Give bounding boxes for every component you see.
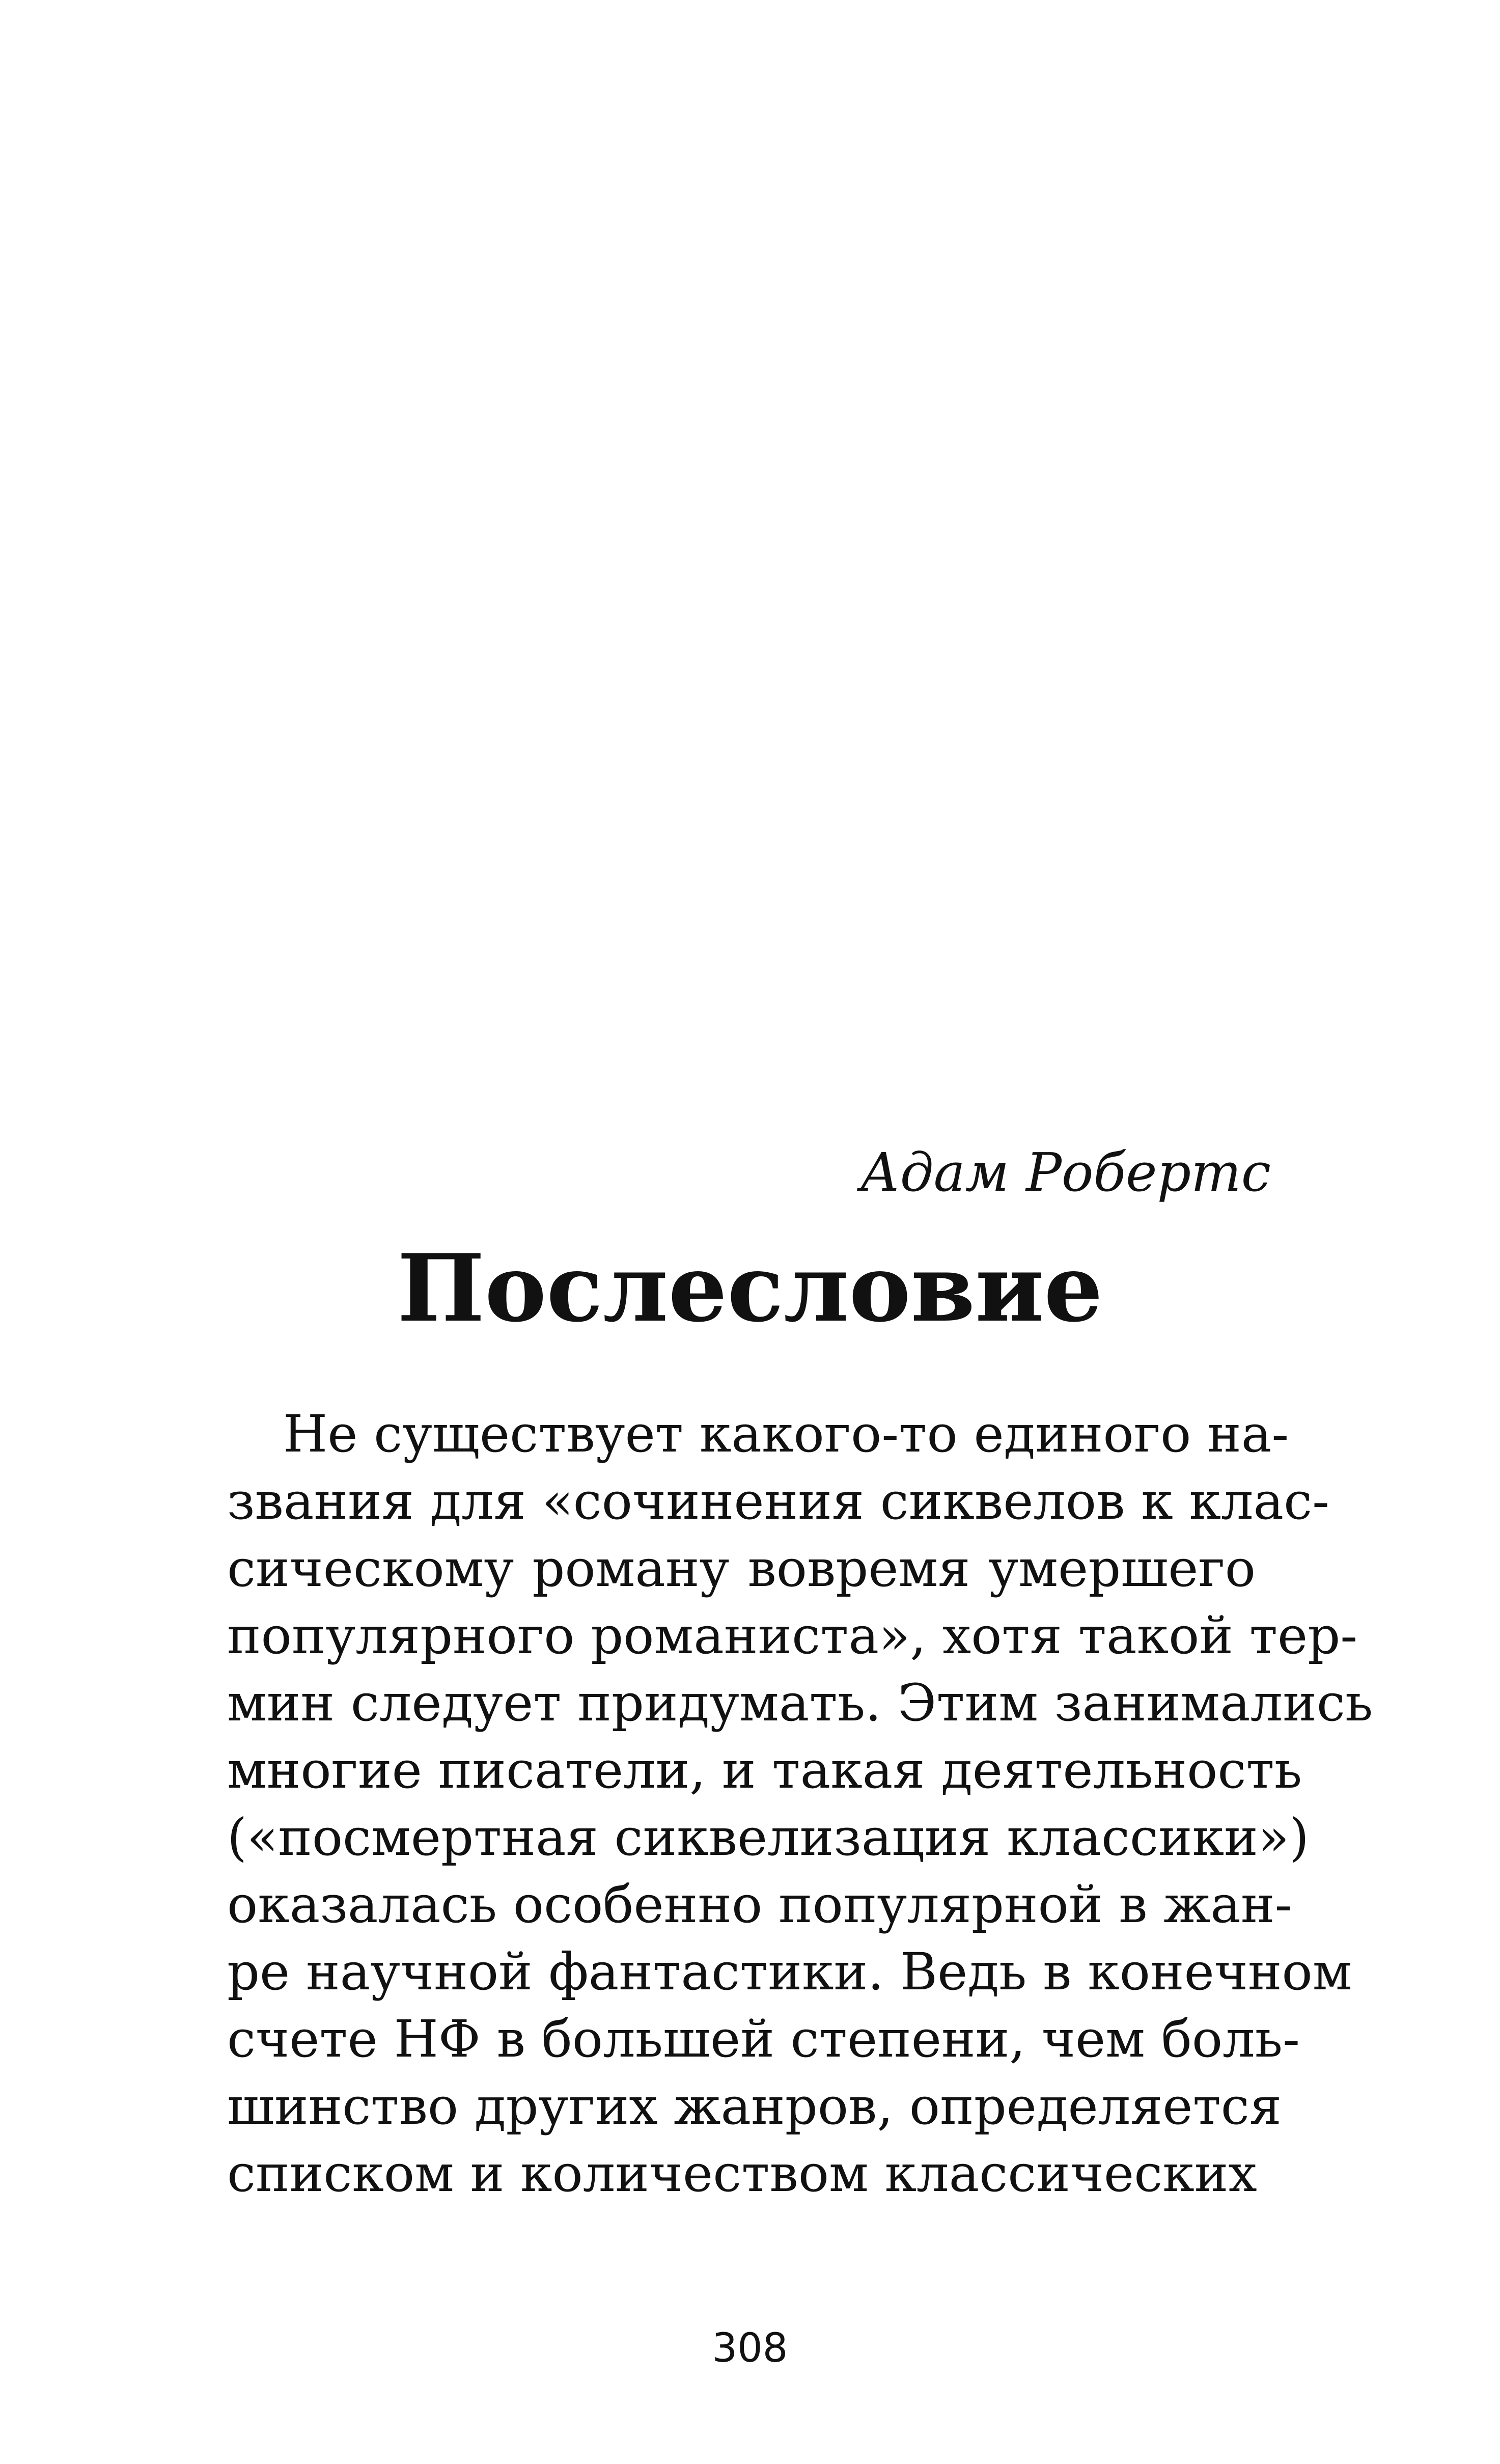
text-line: мин следует придумать. Этим занимались [227,1673,1373,1733]
text-line: шинство других жанров, определяется [227,2076,1282,2136]
text-line: популярного романиста», хотя такой тер- [227,1606,1358,1665]
text-line: списком и количеством классических [227,2144,1257,2203]
text-line: Не существует какого-то единого на- [283,1404,1289,1464]
text-line: («посмертная сиквелизация классики») [227,1808,1309,1867]
text-line: многие писатели, и такая деятельность [227,1740,1302,1800]
text-line: звания для «сочинения сиквелов к клас- [227,1471,1329,1531]
text-line: оказалась особенно популярной в жан- [227,1875,1292,1934]
text-line: ре научной фантастики. Ведь в конечном [227,1942,1352,2002]
text-line: счете НФ в большей степени, чем боль- [227,2009,1300,2069]
body-paragraph [227,1401,1373,2207]
author-name: Адам Робертс [859,1141,1271,1203]
text-line: сическому роману вовремя умершего [227,1539,1256,1598]
chapter-title: Послесловие [397,1234,1103,1343]
page-number: 308 [712,2325,788,2371]
